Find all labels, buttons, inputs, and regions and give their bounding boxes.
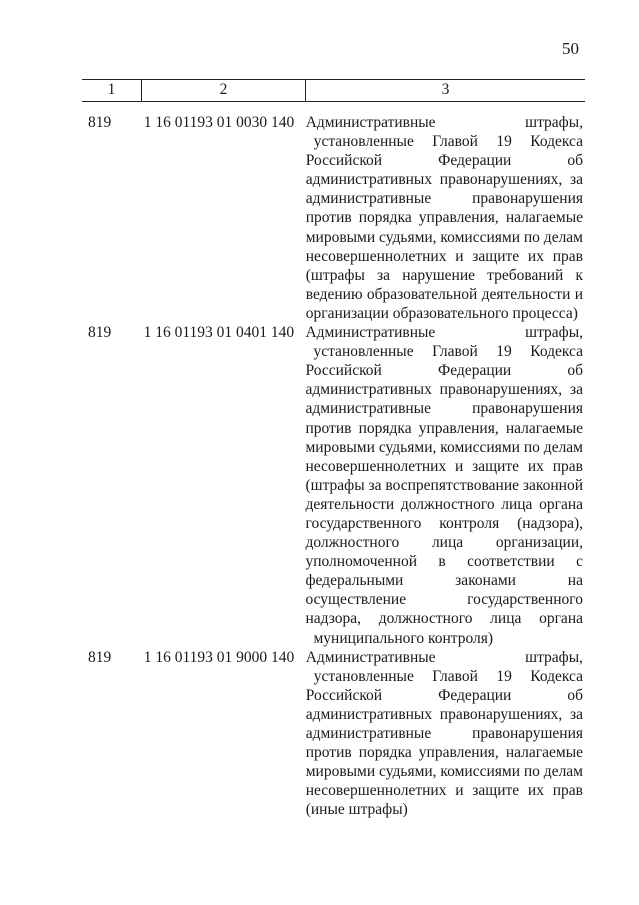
budget-code-cell: 1 16 01193 01 0401 140	[143, 324, 295, 342]
column-header-2: 2	[141, 80, 305, 101]
description-line: муниципального контроля)	[313, 629, 494, 647]
description-line: мировыми судьями, комиссиями по делам	[305, 228, 583, 246]
table-body	[82, 113, 585, 819]
table-row	[82, 323, 585, 648]
description-cell	[303, 113, 585, 323]
description-line: (штрафы за нарушение требований к	[305, 266, 583, 284]
description-line: уполномоченной в соответствии с	[305, 553, 583, 571]
description-line: Административные штрафы,	[305, 324, 583, 342]
description-line: ведению образовательной деятельности и	[305, 285, 583, 303]
description-line: федеральными законами на	[305, 572, 583, 590]
table-row	[82, 113, 585, 323]
description-line: (штрафы за воспрепятствование законной	[305, 476, 583, 494]
description-line: Российской Федерации об	[305, 362, 583, 380]
admin-code-cell: 819	[88, 324, 112, 342]
table-row	[82, 648, 585, 820]
description-line: установленные Главой 19 Кодекса	[313, 133, 583, 151]
page-number: 50	[562, 39, 579, 58]
description-line: мировыми судьями, комиссиями по делам	[305, 438, 583, 456]
table-header-row	[82, 79, 585, 102]
column-header-3: 3	[305, 80, 585, 101]
description-line: должностного лица организации,	[305, 534, 583, 552]
description-line: Административные штрафы,	[305, 648, 583, 666]
budget-code-cell: 1 16 01193 01 0030 140	[143, 114, 295, 131]
description-line: мировыми судьями, комиссиями по делам	[305, 763, 583, 781]
description-line: установленные Главой 19 Кодекса	[313, 667, 583, 685]
description-line: государственного контроля (надзора),	[305, 514, 583, 532]
description-cell	[302, 323, 585, 648]
description-line: административные правонарушения	[305, 190, 583, 208]
description-line: против порядка управления, налагаемые	[305, 209, 583, 227]
description-line: осуществление государственного	[305, 591, 583, 609]
description-line: несовершеннолетних и защите их прав	[305, 782, 583, 800]
description-line: несовершеннолетних и защите их прав	[305, 247, 583, 265]
description-line: административные правонарушения	[305, 725, 583, 742]
description-line: Российской Федерации об	[305, 686, 583, 704]
admin-code-cell: 819	[88, 114, 112, 131]
description-line: Административные штрафы,	[305, 114, 583, 131]
description-line: деятельности должностного лица органа	[305, 495, 583, 513]
budget-code-cell: 1 16 01193 01 9000 140	[143, 648, 295, 666]
description-line: административных правонарушениях, за	[305, 381, 583, 399]
description-line: против порядка управления, налагаемые	[305, 419, 583, 437]
description-line: административных правонарушениях, за	[305, 171, 583, 189]
column-header-1: 1	[107, 81, 116, 98]
description-cell	[303, 648, 585, 820]
description-line: (иные штрафы)	[305, 801, 408, 819]
description-line: организации образовательного процесса)	[305, 304, 578, 322]
admin-code-cell: 819	[88, 648, 112, 666]
description-line: против порядка управления, налагаемые	[305, 744, 583, 762]
description-line: Российской Федерации об	[305, 152, 583, 170]
description-line: надзора, должностного лица органа	[305, 610, 583, 628]
description-line: установленные Главой 19 Кодекса	[313, 343, 583, 361]
description-line: административные правонарушения	[305, 400, 583, 418]
description-line: несовершеннолетних и защите их прав	[305, 457, 583, 475]
document-table	[82, 79, 585, 819]
description-line: административных правонарушениях, за	[305, 705, 583, 723]
